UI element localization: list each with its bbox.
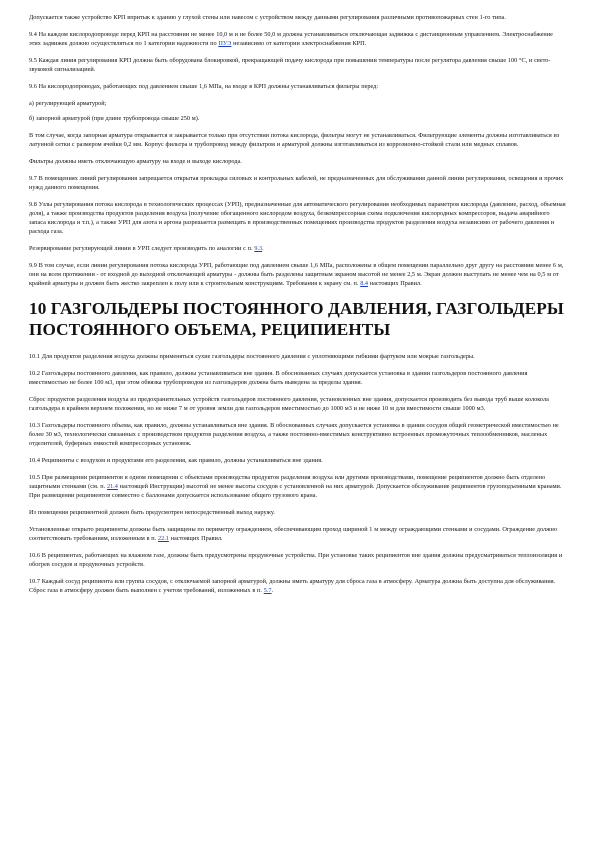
document-body-top — [29, 13, 566, 288]
paragraph: б) запорной арматурой (при длине трубопровода свыше 250 м). — [29, 115, 200, 122]
paragraph — [29, 261, 566, 288]
paragraph: 10.1 Для продуктов разделения воздуха должны применяться сухие газгольдеры постоянного давления с уплотняющими гибкими фартуком или мокрые газгольдеры. — [29, 353, 475, 360]
paragraph: В том случае, когда запорная арматура открывается и закрывается только при отсутствии потока кислорода, фильтры могут не устанавливаться. Фильтрующие элементы должны изготавливаться из латунной сетки с размером ячейки 0,2 мм. Корпус фильтра и трубопровод между фильтром и арматурой должны изготавливаться из коррозионно-стойкой стали или медных сплавов. — [29, 132, 560, 148]
paragraph: 9.7 В помещениях линий регулирования запрещается открытая прокладка силовых и контрольных кабелей, не предназначенных для обслуживания данной линии регулирования, освещения и прочих нужд данного помещения. — [29, 175, 564, 191]
paragraph-text: 10.5 При размещении реципиентов в одном помещении с объектами производства продуктов разделения воздуха или другими производствами, помещение реципиентов должно быть отделено защитными стенками (см. п. — [29, 474, 546, 490]
paragraph: Фильтры должны иметь отключающую арматуру на входе и выходе кислорода. — [29, 158, 242, 165]
paragraph-text: независимо от категории электроснабжения КРП. — [231, 40, 367, 47]
reference-link[interactable]: 5.7 — [263, 587, 272, 594]
reference-link[interactable]: 22.1 — [157, 535, 169, 542]
reference-link[interactable]: 9.3 — [254, 245, 263, 252]
paragraph: 9.8 Узлы регулирования потока кислорода в технологических процессах (УРП), предназначенные для автоматического регулирования необходимых параметров кислорода (давление, расход, объемная доля), а также производства продуктов разделения воздуха (получение обогащенного кислородом воздуха, безкомпрессорная схема подключения кислородных компрессоров, выдача аварийного запаса кислорода и т.п.), а также УРП для азота и аргона разрешается размещать в производственных помещениях производства продуктов разделения воздуха независимо от рабочего давления и расхода газа. — [29, 201, 566, 235]
paragraph: 10.4 Реципиенты с воздухом и продуктами его разделения, как правило, должны устанавливаться вне здания. — [29, 457, 323, 464]
paragraph: 10.2 Газгольдеры постоянного давления, как правило, должны устанавливаться вне здания. В обоснованных случаях допускается установка в здании газгольдеров постоянного давления вместимостью не более 100 м3, при этом обвязка трубопроводов из газгольдеров должна быть выведена за пределы здания. — [29, 370, 528, 386]
paragraph — [29, 30, 566, 48]
paragraph: а) регулирующей арматурой; — [29, 100, 107, 107]
paragraph: 10.3 Газгольдеры постоянного объема, как правило, должны устанавливаться вне здания. В обоснованных случаях допускается установка в здании сосудов общей геометрической вместимостью не более 30 м3, технологически связанных с производством продуктов разделения воздуха, а также постоянно-вместимых конструктивно встроенных промежуточных теплообменников, масленых отделителей, буферных емкостей компрессорных установок. — [29, 422, 559, 447]
reference-link[interactable]: 21.4 — [106, 483, 118, 490]
paragraph-text: настоящих Правил. — [368, 280, 422, 287]
paragraph-text: 9.9 В том случае, если линии регулирования потока кислорода УРП, работающие под давлением свыше 1,6 МПа, расположены в общем помещении параллельно друг другу на расстоянии менее 6 м, они на всем протяжении - от входной до выходной отключающей арматуры - должны быть разделены защитным экраном высотой не менее 2,5 м. Экран должен выступать не менее чем на 0,5 м от крайней арматуры и должен быть жестко закреплен к полу или к строительным конструкциям. Требования к экрану см. п. — [29, 262, 564, 287]
paragraph — [29, 473, 566, 500]
paragraph — [29, 525, 566, 543]
paragraph-text: . — [262, 245, 264, 252]
paragraph-text: 9.4 На каждом кислородопроводе перед КРП на расстоянии не менее 10,0 м и не более 50,0 м должна устанавливаться отключающая задвижка с дистанционным управлением. Электроснабжение этих задвижек должно осуществляться по 1 категории надежности по — [29, 31, 553, 47]
paragraph-text: Установленные открыто реципиенты должны быть защищены по периметру ограждением, обеспечивающим проход шириной 1 м между ограждающими стенками и сосудами. Ограждение должно соответствовать требованиям, изложенным в п. — [29, 526, 557, 542]
paragraph: 9.6 На кислородопроводах, работающих под давлением свыше 1,6 МПа, на входе в КРП должны устанавливаться фильтры перед: — [29, 83, 379, 90]
paragraph-text: настоящей Инструкции) высотой не менее высоты сосудов с установленной на них арматурой. Допускается обслуживание реципиентов грузоподъемными кранами. При размещении реципиентов совместно с баллонами допускается использование общего грузового крана. — [29, 483, 562, 499]
reference-link[interactable]: 8.4 — [360, 280, 369, 287]
document-body-bottom — [29, 352, 566, 595]
paragraph — [29, 577, 566, 595]
paragraph: Допускается также устройство КРП впритык к зданию у глухой стены или навесом с устройством между данными регулирования различными противопожарных стен 1-го типа. — [29, 14, 506, 21]
paragraph: 10.6 В реципиентах, работающих на влажном газе, должны быть предусмотрены продувочные устройства. При установке таких реципиентов вне здания должны предусматриваться теплоизоляция и обогрев сосудов и продувочных устройств. — [29, 552, 563, 568]
document-page — [29, 13, 566, 603]
section-title: 10 ГАЗГОЛЬДЕРЫ ПОСТОЯННОГО ДАВЛЕНИЯ, ГАЗГОЛЬДЕРЫ ПОСТОЯННОГО ОБЪЕМА, РЕЦИПИЕНТЫ — [29, 299, 564, 339]
paragraph-text: настоящих Правил. — [168, 535, 223, 542]
paragraph-text: . — [271, 587, 274, 594]
paragraph — [29, 244, 566, 253]
paragraph-text: 10.7 Каждый сосуд реципиента или группа сосудов, с отключаемой запорной арматурой, должны иметь арматуру для сброса газа в атмосферу. Арматура должна быть доступна для обслуживания. Сброс газа в атмосферу должен быть выполнен с учетом требований, изложенных в п. — [29, 578, 556, 594]
reference-link[interactable]: ПУЭ — [218, 40, 232, 47]
paragraph: 9.5 Каждая линия регулирования КРП должна быть оборудована блокировкой, прекращающей подачу кислорода при повышении температуры после регулятора давления свыше 100 °С, и свето-звуковой сигнализацией. — [29, 57, 551, 73]
paragraph: Сброс продуктов разделения воздуха из предохранительных устройств газгольдеров постоянного давления, установленных вне здания, допускается производить без вывода труб выше колокола газгольдера в крайнем верхнем положении, но не ниже 7 м от уровня земли для газгольдеров вместимостью до 1000 м3 и не ниже 10 м для вместимости свыше 1000 м3. — [29, 396, 549, 412]
paragraph: Из помещения реципиентной должен быть предусмотрен непосредственный выход наружу. — [29, 509, 275, 516]
paragraph-text: Резервирование регулирующей линии в УРП следует производить по аналогии с п. — [29, 245, 255, 252]
